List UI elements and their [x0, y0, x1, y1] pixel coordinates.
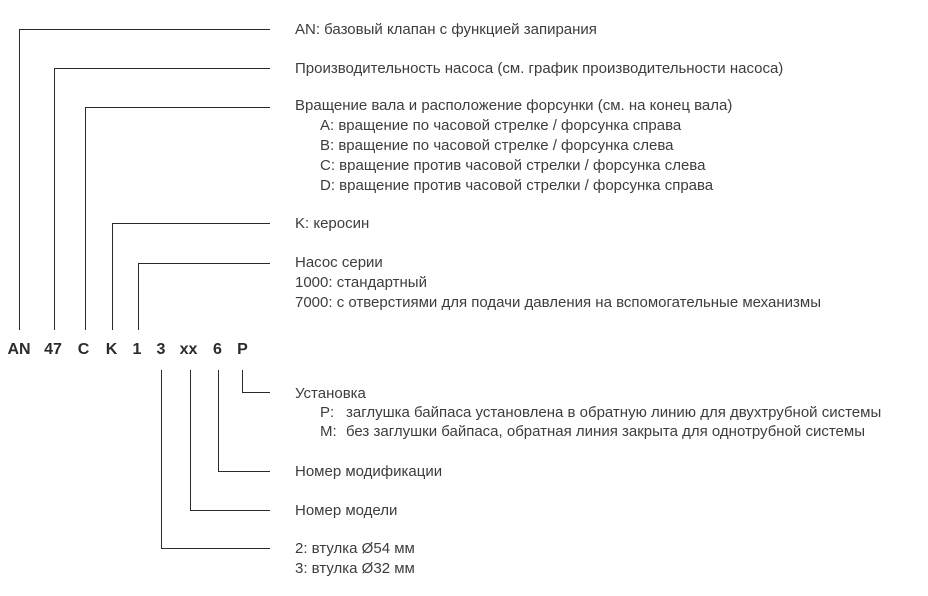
rotation-option-c: C: вращение против часовой стрелки / форсунка слева — [320, 157, 706, 174]
bushing-option-3: 3: втулка Ø32 мм — [295, 560, 415, 577]
code-segment-6: 6 — [213, 341, 222, 358]
series-title: Насос серии — [295, 254, 383, 271]
code-segment-k: K — [105, 341, 118, 358]
bushing-option-2: 2: втулка Ø54 мм — [295, 540, 415, 557]
code-segment-c: C — [77, 341, 90, 358]
code-segment-xx: xx — [179, 341, 198, 358]
connector-k-hline — [112, 223, 270, 224]
connector-6-vline — [218, 370, 219, 472]
rotation-option-a: A: вращение по часовой стрелке / форсунка справа — [320, 117, 682, 134]
connector-6-hline — [218, 471, 270, 472]
code-segment-an: AN — [7, 341, 31, 358]
connector-xx-vline — [190, 370, 191, 511]
rotation-option-d: D: вращение против часовой стрелки / форсунка справа — [320, 177, 714, 194]
installation-title: Установка — [295, 385, 366, 402]
code-segment-1: 1 — [132, 341, 142, 358]
label-base-valve: AN: базовый клапан с функцией запирания — [295, 21, 597, 38]
label-model: Номер модели — [295, 502, 398, 519]
code-segment-3: 3 — [156, 341, 166, 358]
series-option-7000: 7000: с отверстиями для подачи давления на вспомогательные механизмы — [295, 294, 821, 311]
installation-option-p-key: P: — [320, 404, 335, 421]
connector-1-hline — [138, 263, 270, 264]
label-modification: Номер модификации — [295, 463, 443, 480]
connector-c-hline — [85, 107, 270, 108]
installation-option-p-text: заглушка байпаса установлена в обратную линию для двухтрубной системы — [346, 404, 882, 421]
connector-k-vline — [112, 223, 113, 330]
connector-p-hline — [242, 392, 270, 393]
installation-option-p — [295, 403, 881, 422]
connector-3-hline — [161, 548, 270, 549]
section-installation — [295, 384, 881, 441]
connector-47-hline — [54, 68, 270, 69]
connector-3-vline — [161, 370, 162, 549]
series-option-1000: 1000: стандартный — [295, 274, 427, 291]
rotation-title: Вращение вала и расположение форсунки (см. на конец вала) — [295, 97, 733, 114]
rotation-option-b: B: вращение по часовой стрелке / форсунка слева — [320, 137, 674, 154]
code-segment-47: 47 — [44, 341, 62, 358]
installation-option-m — [295, 422, 881, 441]
connector-an-hline — [19, 29, 270, 30]
connector-xx-hline — [190, 510, 270, 511]
installation-option-m-key: M: — [320, 423, 337, 440]
connector-an-vline — [19, 30, 20, 330]
label-capacity: Производительность насоса (см. график производительности насоса) — [295, 60, 784, 77]
label-fuel: K: керосин — [295, 215, 370, 232]
installation-option-m-text: без заглушки байпаса, обратная линия закрыта для однотрубной системы — [346, 423, 865, 440]
connector-47-vline — [54, 68, 55, 330]
connector-1-vline — [138, 263, 139, 330]
section-bushing — [295, 539, 415, 579]
connector-p-vline — [242, 370, 243, 393]
connector-c-vline — [85, 107, 86, 330]
code-segment-p: P — [237, 341, 248, 358]
section-rotation — [295, 96, 732, 196]
section-series — [295, 253, 821, 313]
